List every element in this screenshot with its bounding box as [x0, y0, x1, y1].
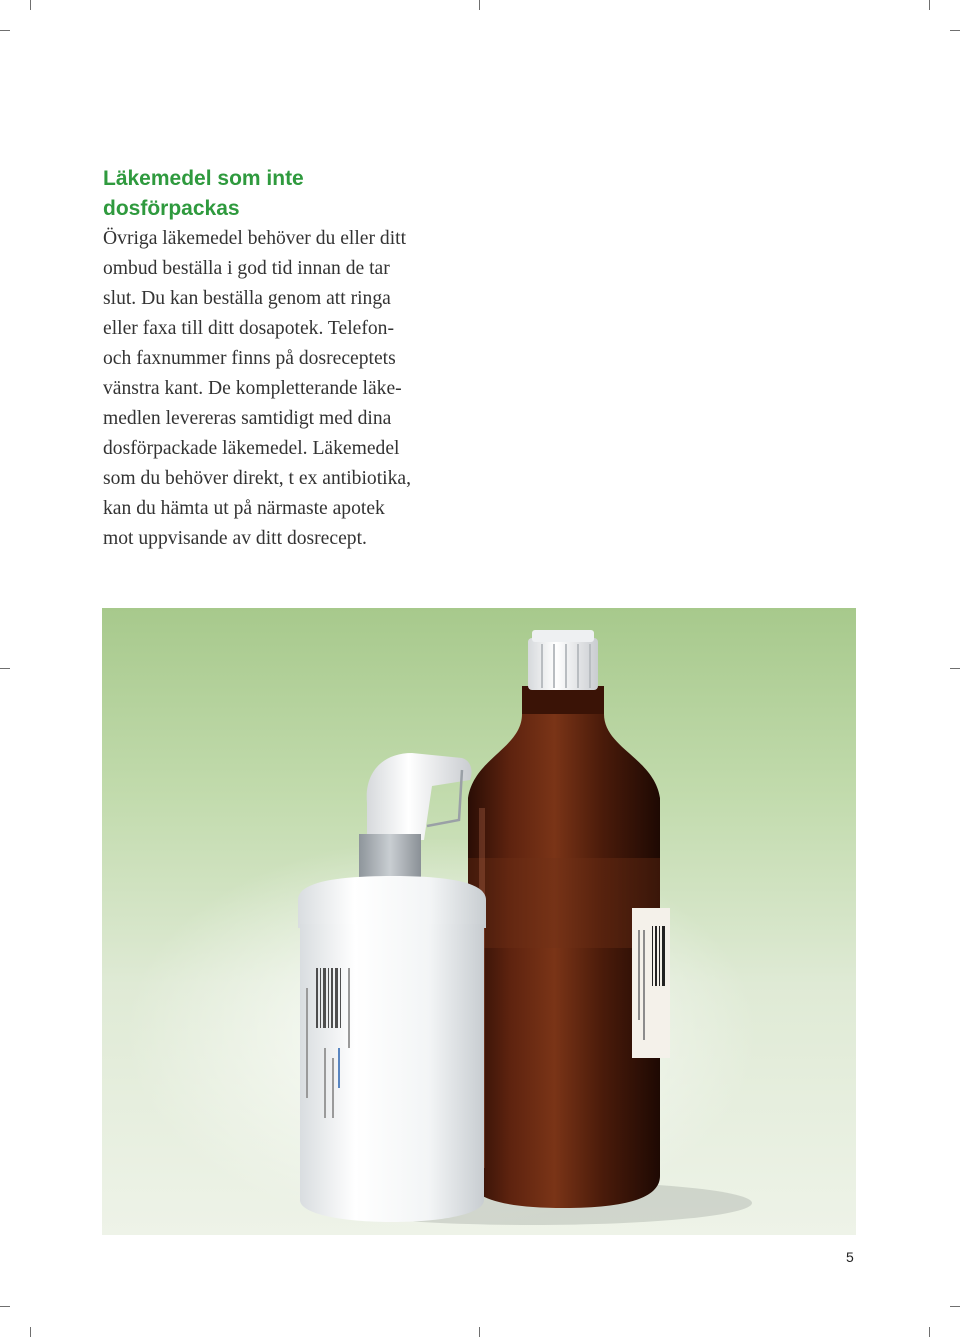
- body-line: vänstra kant. De kompletterande läke-: [103, 378, 402, 399]
- body-line: som du behöver direkt, t ex antibiotika,: [103, 468, 411, 489]
- body-line: eller faxa till ditt dosapotek. Telefon-: [103, 318, 394, 339]
- body-line: medlen levereras samtidigt med dina: [103, 408, 392, 429]
- section-heading: [103, 164, 483, 224]
- medicine-photo: [102, 608, 856, 1235]
- crop-mark-bottom-center: [479, 1327, 480, 1337]
- amber-bottle: [468, 630, 670, 1208]
- crop-mark-top-left: [30, 0, 31, 10]
- crop-mark-left-bottom: [0, 1306, 10, 1307]
- body-line: slut. Du kan beställa genom att ringa: [103, 288, 391, 309]
- body-line: och faxnummer finns på dosreceptets: [103, 348, 396, 369]
- crop-mark-top-center: [479, 0, 480, 10]
- crop-mark-right-bottom: [950, 1306, 960, 1307]
- page-number: 5: [846, 1249, 854, 1265]
- section-heading-line: Läkemedel som inte: [103, 167, 304, 190]
- crop-mark-left-middle: [0, 668, 10, 669]
- crop-mark-right-middle: [950, 668, 960, 669]
- section-text-block: [103, 164, 483, 554]
- crop-mark-left-top: [0, 30, 10, 31]
- section-heading-line: dosförpackas: [103, 197, 240, 220]
- crop-mark-top-right: [929, 0, 930, 10]
- body-line: mot uppvisande av ditt dosrecept.: [103, 528, 367, 549]
- body-line: dosförpackade läkemedel. Läkemedel: [103, 438, 400, 459]
- crop-mark-bottom-right: [929, 1327, 930, 1337]
- medicine-illustration: [102, 608, 856, 1235]
- section-body-paragraph: [103, 224, 483, 554]
- bottle-cap: [528, 638, 598, 690]
- white-jar: [298, 753, 486, 1222]
- body-line: ombud beställa i god tid innan de tar: [103, 258, 390, 279]
- crop-mark-right-top: [950, 30, 960, 31]
- crop-mark-bottom-left: [30, 1327, 31, 1337]
- body-line: Övriga läkemedel behöver du eller ditt: [103, 228, 407, 249]
- body-line: kan du hämta ut på närmaste apotek: [103, 498, 385, 519]
